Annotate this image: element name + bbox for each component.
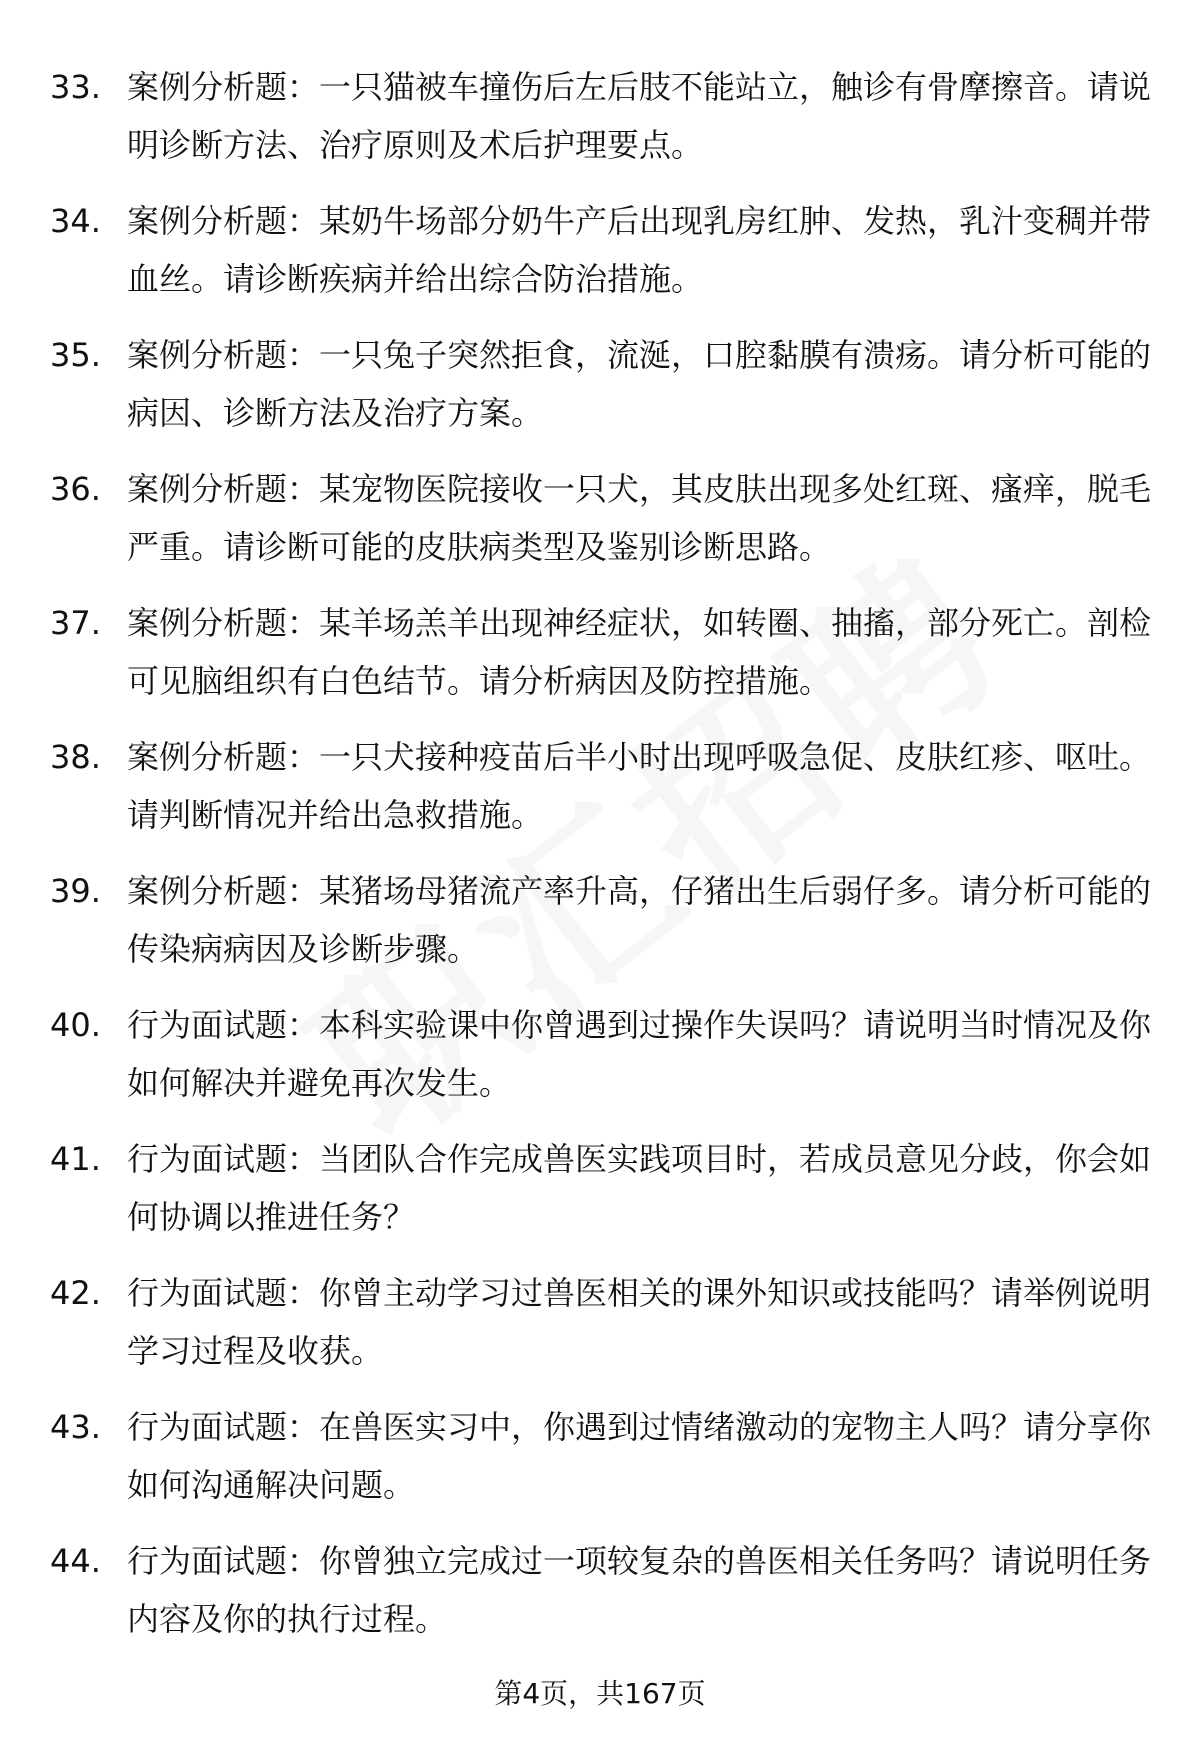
question-number: 43. xyxy=(50,1408,101,1446)
question-item xyxy=(0,1532,1200,1666)
question-text: 行为面试题：你曾主动学习过兽医相关的课外知识或技能吗？请举例说明学习过程及收获。 xyxy=(127,1274,1152,1370)
question-item xyxy=(0,192,1200,326)
question-text: 案例分析题：某奶牛场部分奶牛产后出现乳房红肿、发热，乳汁变稠并带血丝。请诊断疾病并给出综合防治措施。 xyxy=(127,202,1152,298)
question-number: 37. xyxy=(50,604,101,642)
question-text: 行为面试题：本科实验课中你曾遇到过操作失误吗？请说明当时情况及你如何解决并避免再次发生。 xyxy=(127,1006,1152,1102)
question-number: 34. xyxy=(50,202,101,240)
question-number: 40. xyxy=(50,1006,101,1044)
question-item xyxy=(0,1264,1200,1398)
question-item xyxy=(0,728,1200,862)
question-text: 行为面试题：在兽医实习中，你遇到过情绪激动的宠物主人吗？请分享你如何沟通解决问题。 xyxy=(127,1408,1152,1504)
question-number: 33. xyxy=(50,68,101,106)
question-number: 38. xyxy=(50,738,101,776)
question-item xyxy=(0,326,1200,460)
question-item xyxy=(0,996,1200,1130)
question-item xyxy=(0,594,1200,728)
question-number: 39. xyxy=(50,872,101,910)
question-text: 行为面试题：当团队合作完成兽医实践项目时，若成员意见分歧，你会如何协调以推进任务？ xyxy=(127,1140,1152,1236)
question-number: 36. xyxy=(50,470,101,508)
question-text: 案例分析题：一只兔子突然拒食，流涎，口腔黏膜有溃疡。请分析可能的病因、诊断方法及治疗方案。 xyxy=(127,336,1152,432)
question-text: 案例分析题：某宠物医院接收一只犬，其皮肤出现多处红斑、瘙痒，脱毛严重。请诊断可能的皮肤病类型及鉴别诊断思路。 xyxy=(127,470,1152,566)
question-item xyxy=(0,58,1200,192)
question-list xyxy=(0,58,1200,1666)
question-text: 案例分析题：某猪场母猪流产率升高，仔猪出生后弱仔多。请分析可能的传染病病因及诊断步骤。 xyxy=(127,872,1152,968)
question-number: 41. xyxy=(50,1140,101,1178)
question-item xyxy=(0,460,1200,594)
question-number: 42. xyxy=(50,1274,101,1312)
question-text: 案例分析题：某羊场羔羊出现神经症状，如转圈、抽搐，部分死亡。剖检可见脑组织有白色结节。请分析病因及防控措施。 xyxy=(127,604,1152,700)
question-number: 44. xyxy=(50,1542,101,1580)
question-text: 案例分析题：一只犬接种疫苗后半小时出现呼吸急促、皮肤红疹、呕吐。请判断情况并给出急救措施。 xyxy=(127,738,1152,834)
question-text: 案例分析题：一只猫被车撞伤后左后肢不能站立，触诊有骨摩擦音。请说明诊断方法、治疗原则及术后护理要点。 xyxy=(127,68,1152,164)
question-text: 行为面试题：你曾独立完成过一项较复杂的兽医相关任务吗？请说明任务内容及你的执行过程。 xyxy=(127,1542,1152,1638)
page-footer: 第4页，共167页 xyxy=(494,1677,706,1710)
question-item xyxy=(0,1130,1200,1264)
question-number: 35. xyxy=(50,336,101,374)
question-item xyxy=(0,1398,1200,1532)
question-item xyxy=(0,862,1200,996)
